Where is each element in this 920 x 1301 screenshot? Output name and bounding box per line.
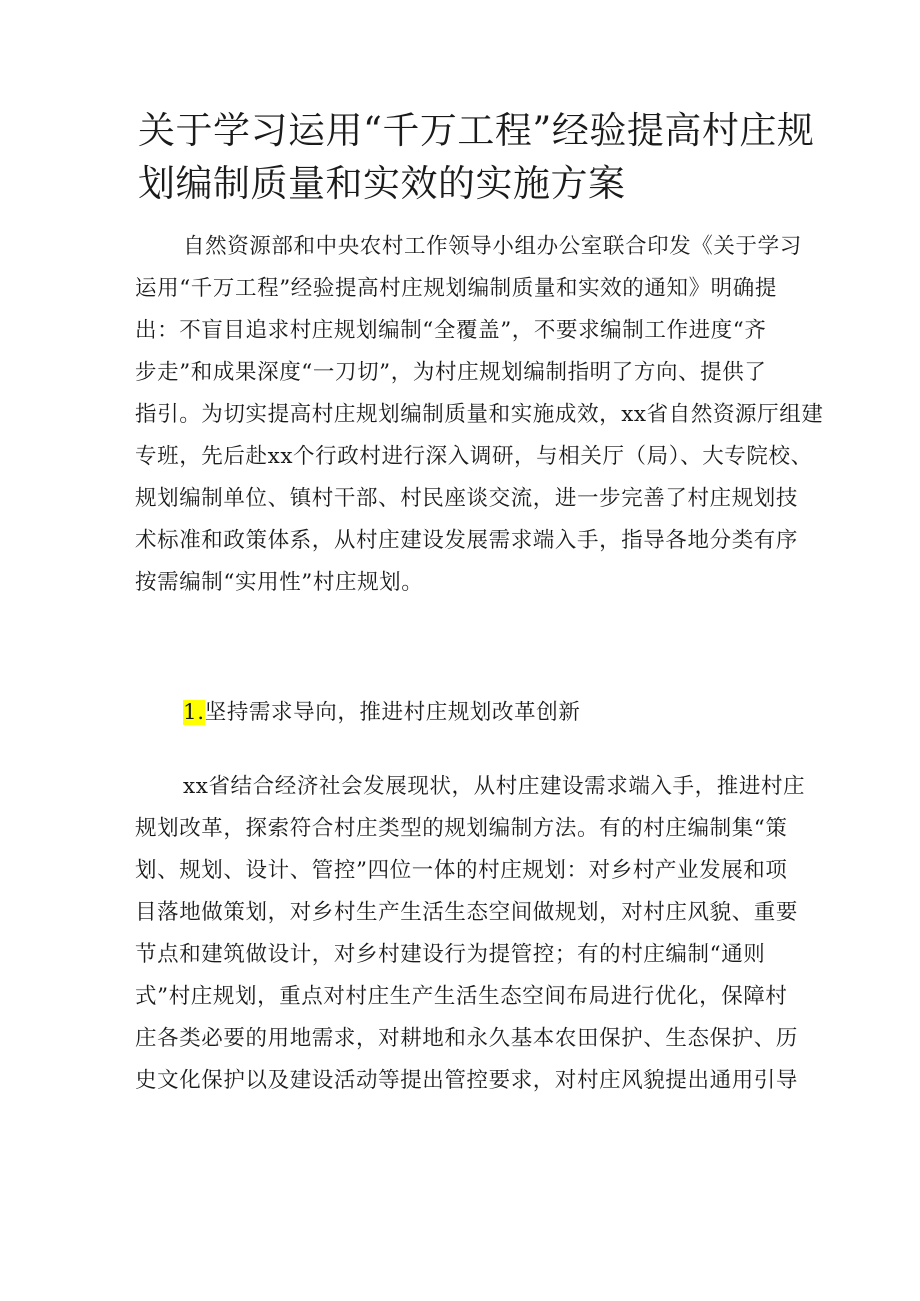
paragraph-line: 规划改革，探索符合村庄类型的规划编制方法。有的村庄编制集“策 — [135, 816, 788, 841]
paragraph-line: 指引。为切实提高村庄规划编制质量和实施成效，xx省自然资源厅组建 — [135, 402, 824, 427]
paragraph-line: 运用“千万工程”经验提高村庄规划编制质量和实效的通知》明确提 — [135, 276, 777, 301]
title-line-2: 划编制质量和实效的实施方案 — [138, 162, 626, 205]
paragraph-line: 按需编制“实用性”村庄规划。 — [135, 570, 424, 595]
paragraph-line: 目落地做策划，对乡村生产生活生态空间做规划，对村庄风貌、重要 — [135, 900, 799, 925]
paragraph-line: 划、规划、设计、管控”四位一体的村庄规划：对乡村产业发展和项 — [135, 858, 788, 883]
section-number-highlight: 1. — [183, 700, 205, 725]
paragraph-line: 专班，先后赴xx个行政村进行深入调研，与相关厅（局）、大专院校、 — [135, 444, 813, 469]
document-title — [138, 104, 815, 210]
paragraph-line: 史文化保护以及建设活动等提出管控要求，对村庄风貌提出通用引导 — [135, 1068, 799, 1093]
section-heading-text: 坚持需求导向，推进村庄规划改革创新 — [204, 700, 581, 725]
paragraph-line: xx省结合经济社会发展现状，从村庄建设需求端入手，推进村庄 — [183, 774, 806, 799]
paragraph-line: 自然资源部和中央农村工作领导小组办公室联合印发《关于学习 — [183, 234, 802, 259]
section-1-paragraph — [135, 766, 806, 1102]
paragraph-line: 节点和建筑做设计，对乡村建设行为提管控；有的村庄编制“通则 — [135, 942, 766, 967]
paragraph-line: 出：不盲目追求村庄规划编制“全覆盖”，不要求编制工作进度“齐 — [135, 318, 767, 343]
paragraph-line: 庄各类必要的用地需求，对耕地和永久基本农田保护、生态保护、历 — [135, 1026, 799, 1051]
paragraph-line: 术标准和政策体系，从村庄建设发展需求端入手，指导各地分类有序 — [135, 528, 799, 553]
title-line-1: 关于学习运用“千万工程”经验提高村庄规 — [138, 109, 815, 152]
paragraph-line: 规划编制单位、镇村干部、村民座谈交流，进一步完善了村庄规划技 — [135, 486, 799, 511]
paragraph-line: 步走”和成果深度“一刀切”，为村庄规划编制指明了方向、提供了 — [135, 360, 767, 385]
paragraph-line: 式”村庄规划，重点对村庄生产生活生态空间布局进行优化，保障村 — [135, 984, 788, 1009]
intro-paragraph — [135, 226, 824, 604]
section-heading-1 — [183, 692, 843, 734]
